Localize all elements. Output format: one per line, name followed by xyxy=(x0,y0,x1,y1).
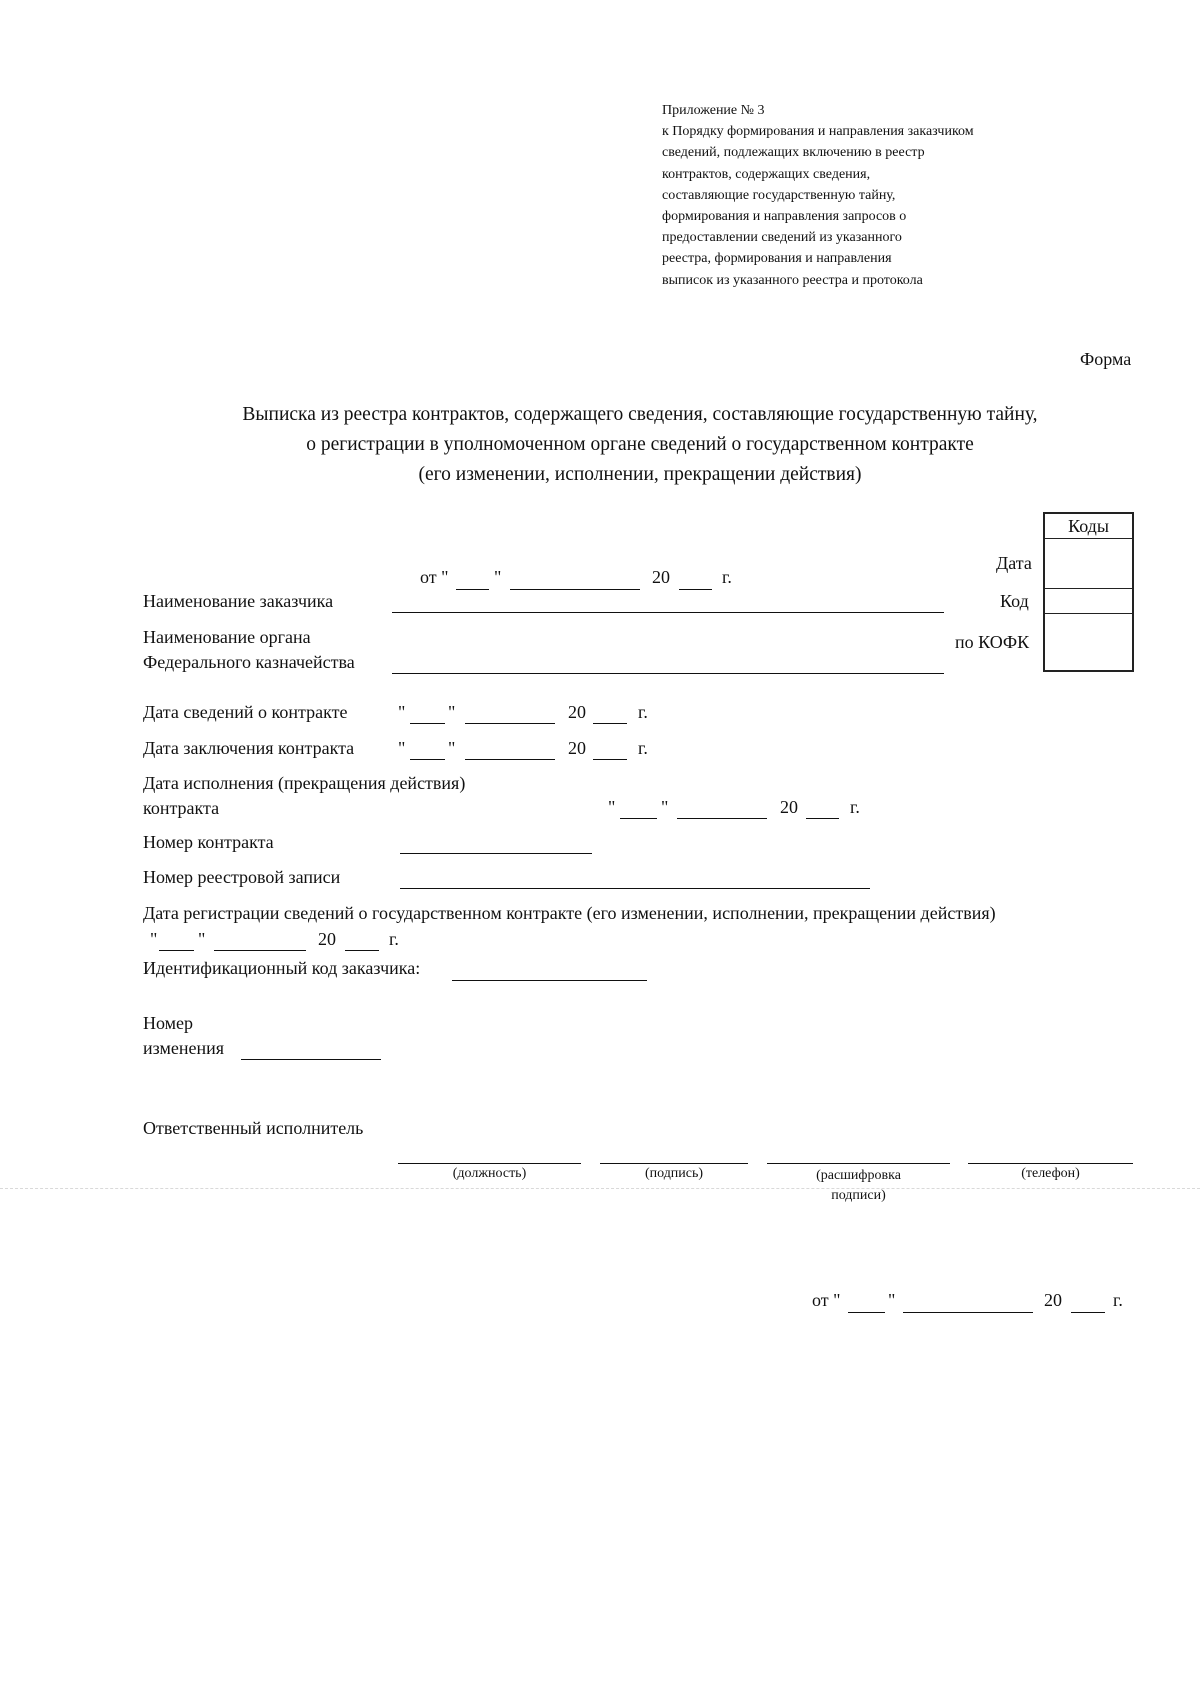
appendix-line: выписок из указанного реестра и протокола xyxy=(662,272,923,288)
phone-caption: (телефон) xyxy=(1021,1166,1080,1181)
codes-header: Коды xyxy=(1068,516,1109,536)
year-line xyxy=(593,759,627,760)
year-line xyxy=(345,950,379,951)
appendix-line: к Порядку формирования и направления заказчиком xyxy=(662,124,974,140)
bottom-date-month-line xyxy=(903,1312,1033,1313)
appendix-line: Приложение № 3 xyxy=(662,103,765,118)
appendix-line: сведений, подлежащих включению в реестр xyxy=(662,145,925,161)
codes-kofk-label: по КОФК xyxy=(955,632,1030,652)
customer-id-code-label: Идентификационный код заказчика: xyxy=(143,958,421,978)
contract-info-date-label: Дата сведений о контракте xyxy=(143,702,348,722)
responsible-label: Ответственный исполнитель xyxy=(143,1118,364,1138)
bottom-date-g: г. xyxy=(1113,1290,1123,1310)
title-line: (его изменении, исполнении, прекращении действия) xyxy=(418,464,862,485)
customer-name-line xyxy=(392,612,944,613)
date-g: г. xyxy=(638,702,648,722)
year-line xyxy=(593,723,627,724)
date-year: 20 xyxy=(318,929,336,949)
year-line xyxy=(806,818,839,819)
appendix-line: формирования и направления запросов о xyxy=(662,209,907,225)
top-date-quote: " xyxy=(494,567,502,587)
codes-code-label: Код xyxy=(1000,591,1029,611)
codes-divider xyxy=(1045,538,1132,539)
contract-number-line xyxy=(400,853,592,854)
appendix-line: контрактов, содержащих сведения, xyxy=(662,166,871,182)
change-number-label-1: Номер xyxy=(143,1013,194,1033)
decoding-caption-line: подписи) xyxy=(831,1188,886,1203)
position-line xyxy=(398,1163,581,1164)
codes-date-label: Дата xyxy=(996,553,1032,573)
customer-name-label: Наименование заказчика xyxy=(143,591,334,611)
contract-number-label: Номер контракта xyxy=(143,832,274,852)
date-g: г. xyxy=(638,738,648,758)
document-title xyxy=(0,400,1200,490)
signature-caption: (подпись) xyxy=(644,1166,704,1181)
day-line xyxy=(410,759,445,760)
month-line xyxy=(677,818,767,819)
bottom-date-quote: " xyxy=(888,1290,896,1310)
day-line xyxy=(159,950,194,951)
date-g: г. xyxy=(850,797,860,817)
signature-line xyxy=(600,1163,748,1164)
phone-line xyxy=(968,1163,1133,1164)
title-line: о регистрации в уполномоченном органе сведений о государственном контракте xyxy=(306,434,974,455)
top-date-month-line xyxy=(510,589,640,590)
date-quote: " xyxy=(398,702,406,722)
appendix-line: реестра, формирования и направления xyxy=(662,251,892,267)
date-year: 20 xyxy=(568,702,586,722)
bottom-date-year: 20 xyxy=(1044,1290,1062,1310)
date-quote: " xyxy=(150,929,158,949)
date-quote: " xyxy=(448,738,456,758)
top-date-year: 20 xyxy=(652,567,670,587)
bottom-date-ot: от " xyxy=(812,1290,841,1310)
date-year: 20 xyxy=(568,738,586,758)
date-quote: " xyxy=(608,797,616,817)
customer-id-code-line xyxy=(452,980,647,981)
month-line xyxy=(465,723,555,724)
title-line: Выписка из реестра контрактов, содержащего сведения, составляющие государственную тайну, xyxy=(242,404,1038,425)
change-number-line xyxy=(241,1059,381,1060)
top-date-g: г. xyxy=(722,567,732,587)
change-number-label-2: изменения xyxy=(143,1038,225,1058)
day-line xyxy=(410,723,445,724)
decoding-caption xyxy=(767,1166,950,1206)
registry-entry-line xyxy=(400,888,870,889)
date-quote: " xyxy=(661,797,669,817)
date-g: г. xyxy=(389,929,399,949)
date-quote: " xyxy=(398,738,406,758)
codes-table xyxy=(1043,512,1134,672)
top-date-ot: от " xyxy=(420,567,449,587)
appendix-note xyxy=(662,100,974,291)
execution-date-label-1: Дата исполнения (прекращения действия) xyxy=(143,773,466,793)
execution-date-label-2: контракта xyxy=(143,798,220,818)
appendix-line: составляющие государственную тайну, xyxy=(662,187,896,203)
appendix-line: предоставлении сведений из указанного xyxy=(662,230,902,246)
bottom-date-year-line xyxy=(1071,1312,1105,1313)
month-line xyxy=(465,759,555,760)
bottom-date-day-line xyxy=(848,1312,885,1313)
codes-divider xyxy=(1045,613,1132,614)
treasury-label-2: Федерального казначейства xyxy=(143,652,355,672)
month-line xyxy=(214,950,306,951)
registry-entry-label: Номер реестровой записи xyxy=(143,867,341,887)
position-caption: (должность) xyxy=(452,1166,527,1181)
form-label: Форма xyxy=(1080,349,1132,369)
registration-date-label: Дата регистрации сведений о государственном контракте (его изменении, исполнении, прекращении действия) xyxy=(143,903,996,923)
date-quote: " xyxy=(198,929,206,949)
scan-artifact-line xyxy=(0,1188,1200,1189)
treasury-line xyxy=(392,673,944,674)
date-year: 20 xyxy=(780,797,798,817)
decoding-line xyxy=(767,1163,950,1164)
top-date-day-line xyxy=(456,589,489,590)
date-quote: " xyxy=(448,702,456,722)
treasury-label-1: Наименование органа xyxy=(143,627,311,647)
decoding-caption-line: (расшифровка xyxy=(816,1168,901,1183)
day-line xyxy=(620,818,657,819)
contract-conclusion-date-label: Дата заключения контракта xyxy=(143,738,355,758)
top-date-year-line xyxy=(679,589,712,590)
codes-divider xyxy=(1045,588,1132,589)
